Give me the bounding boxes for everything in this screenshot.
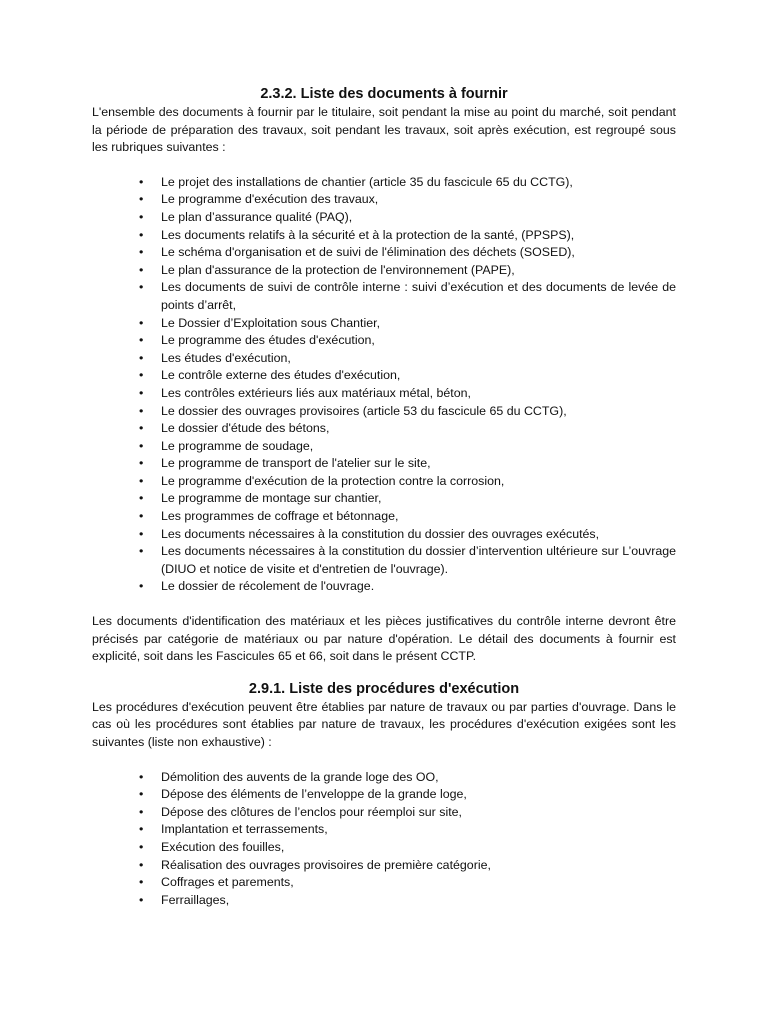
list-item: • Le Dossier d’Exploitation sous Chantier,	[92, 315, 676, 333]
list-item: • Ferraillages,	[92, 892, 676, 910]
list-item: • Coffrages et parements,	[92, 874, 676, 892]
section-intro-procedures: Les procédures d'exécution peuvent être établies par nature de travaux ou par parties d'ouvrage. Dans le cas où les procédures sont établies par nature de travaux, les procédures d'exécution exigées sont les suivantes (liste non exhaustive) :	[92, 699, 676, 749]
list-item: • Exécution des fouilles,	[92, 839, 676, 857]
list-item: • Implantation et terrassements,	[92, 821, 676, 839]
list-item: • Le schéma d'organisation et de suivi de l'élimination des déchets (SOSED),	[92, 244, 676, 262]
section-closing-documents: Les documents d'identification des matériaux et les pièces justificatives du contrôle interne devront être précisés par catégorie de matériaux ou par nature d'opération. Le détail des documents à fournir est explicité, soit dans les Fascicules 65 et 66, soit dans le présent CCTP.	[92, 614, 676, 664]
list-item: • Réalisation des ouvrages provisoires de première catégorie,	[92, 857, 676, 875]
documents-list	[92, 174, 676, 596]
list-item: • Les études d'exécution,	[92, 350, 676, 368]
list-item: • Le programme de transport de l'atelier sur le site,	[92, 455, 676, 473]
list-item: • Les programmes de coffrage et bétonnage,	[92, 508, 676, 526]
list-item: • Dépose des éléments de l’enveloppe de la grande loge,	[92, 786, 676, 804]
document-page	[92, 84, 676, 909]
section-heading-documents: 2.3.2. Liste des documents à fournir	[260, 86, 508, 102]
procedures-list	[92, 769, 676, 910]
list-item: • Le programme d'exécution des travaux,	[92, 191, 676, 209]
section-heading-procedures: 2.9.1. Liste des procédures d'exécution	[248, 680, 520, 697]
list-item: • Les documents nécessaires à la constitution du dossier d’intervention ultérieure sur L’ouvrage (DIUO et notice de visite et d'entretien de l'ouvrage).	[92, 543, 676, 578]
list-item: • Les documents de suivi de contrôle interne : suivi d’exécution et des documents de levée de points d’arrêt,	[92, 279, 676, 314]
list-item: • Le programme de montage sur chantier,	[92, 490, 676, 508]
list-item: • Le programme des études d'exécution,	[92, 332, 676, 350]
list-item: • Le dossier des ouvrages provisoires (article 53 du fascicule 65 du CCTG),	[92, 403, 676, 421]
list-item: • Démolition des auvents de la grande loge des OO,	[92, 769, 676, 787]
list-item: • Le programme d'exécution de la protection contre la corrosion,	[92, 473, 676, 491]
list-item: • Le plan d’assurance qualité (PAQ),	[92, 209, 676, 227]
list-item: • Le contrôle externe des études d'exécution,	[92, 367, 676, 385]
list-item: • Le plan d'assurance de la protection de l'environnement (PAPE),	[92, 262, 676, 280]
section-intro-documents: L'ensemble des documents à fournir par le titulaire, soit pendant la mise au point du marché, soit pendant la période de préparation des travaux, soit pendant les travaux, soit après exécution, est regroupé sous les rubriques suivantes :	[92, 105, 676, 155]
list-item: • Le dossier de récolement de l'ouvrage.	[92, 578, 676, 596]
list-item: • Dépose des clôtures de l’enclos pour réemploi sur site,	[92, 804, 676, 822]
list-item: • Les contrôles extérieurs liés aux matériaux métal, béton,	[92, 385, 676, 403]
list-item: • Les documents relatifs à la sécurité et à la protection de la santé, (PPSPS),	[92, 227, 676, 245]
list-item: • Le programme de soudage,	[92, 438, 676, 456]
list-item: • Les documents nécessaires à la constitution du dossier des ouvrages exécutés,	[92, 526, 676, 544]
list-item: • Le projet des installations de chantier (article 35 du fascicule 65 du CCTG),	[92, 174, 676, 192]
list-item: • Le dossier d'étude des bétons,	[92, 420, 676, 438]
